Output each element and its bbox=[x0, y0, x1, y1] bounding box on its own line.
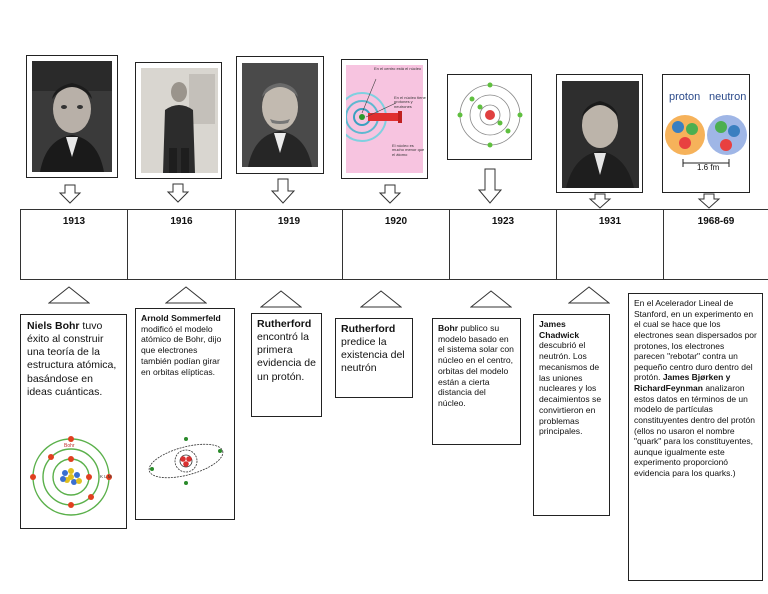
up-triangle-1920 bbox=[360, 290, 402, 308]
year-label: 1923 bbox=[491, 216, 515, 227]
bohr-solar-model-frame bbox=[447, 74, 532, 160]
proton-label: proton bbox=[669, 91, 701, 103]
quark-model-frame bbox=[662, 74, 750, 193]
down-arrow-1920 bbox=[378, 184, 402, 204]
chadwick-portrait bbox=[562, 81, 639, 188]
rutherford-model-frame bbox=[341, 59, 428, 179]
bohr-portrait bbox=[32, 61, 112, 172]
rutherford-model-label-top: En el centro está el núcleo bbox=[374, 66, 422, 71]
timeline-cell-1968 bbox=[663, 210, 768, 279]
up-triangle-1913 bbox=[48, 286, 90, 304]
card-1968 bbox=[628, 293, 763, 581]
bohr-solar-model-diagram bbox=[448, 75, 531, 159]
down-arrow-1913 bbox=[58, 184, 82, 204]
card-text: publico su modelo basado en el sistema solar con núcleo en el centro, orbitas del modelo están a cierta distancia del núcleo. bbox=[438, 323, 514, 409]
card-name: James Chadwick bbox=[539, 319, 580, 340]
card-text: encontró la primera evidencia de un protón. bbox=[257, 331, 316, 383]
down-arrow-1916 bbox=[166, 183, 190, 203]
bohr-atom-shells: K L M bbox=[100, 474, 112, 479]
year-label: 1916 bbox=[170, 216, 193, 227]
timeline-cell-1913 bbox=[20, 210, 127, 279]
up-triangle-1931 bbox=[568, 286, 610, 304]
year-label: 1913 bbox=[62, 216, 86, 227]
rutherford-portrait bbox=[242, 63, 318, 167]
rutherford-model-label-mid: En el núcleo tiene protones y neutrones bbox=[394, 95, 426, 109]
card-text: tuvo éxito al construir una teoría de la estructura atómica, basándose en ideas cuánticas. bbox=[27, 320, 117, 398]
card-text: modificó el modelo atómico de Bohr, dijo que electrones también podían girar en orbitas elípticas. bbox=[141, 323, 222, 377]
card-name: James Bjørken y RichardFeynman bbox=[634, 372, 731, 393]
year-label: 1919 bbox=[277, 216, 301, 227]
rutherford-model-label-bottom: El núcleo es mucho menor que el átomo bbox=[392, 143, 425, 157]
card-1931 bbox=[533, 314, 610, 516]
chadwick-photo-frame bbox=[556, 74, 643, 193]
card-1920 bbox=[335, 318, 413, 398]
sommerfeld-orbit-diagram bbox=[144, 435, 228, 491]
down-arrow-1968 bbox=[697, 193, 721, 209]
card-1913 bbox=[20, 314, 127, 529]
year-label: 1968-69 bbox=[697, 216, 735, 227]
down-arrow-1931 bbox=[588, 193, 612, 209]
card-1919 bbox=[251, 313, 322, 417]
up-triangle-1916 bbox=[165, 286, 207, 304]
timeline-cell-1923 bbox=[449, 210, 556, 279]
scale-label: 1.6 fm bbox=[697, 163, 720, 172]
down-arrow-1919 bbox=[270, 178, 296, 204]
card-text-2: analizaron estos datos en términos de un modelo de partículas constituyentes dentro del protón (ellos no usaron el nombre "quark" para los constituyentes, aunque igualmente este experimento proporcionó evidencia para los quarks.) bbox=[634, 383, 755, 478]
bohr-photo-frame bbox=[26, 55, 118, 178]
up-triangle-1923 bbox=[470, 290, 512, 308]
card-name: Rutherford bbox=[341, 323, 396, 335]
timeline-cell-1916 bbox=[127, 210, 235, 279]
card-text: predice la existencia del neutrón bbox=[341, 336, 405, 375]
neutron-label: neutron bbox=[709, 91, 747, 103]
card-text: descubrió el neutrón. Los mecanismos de las uniones nucleares y los decaimientos se convirtieron en problemas principales. bbox=[539, 340, 602, 437]
card-name: Rutherford bbox=[257, 318, 312, 330]
card-name: Niels Bohr bbox=[27, 320, 80, 332]
sommerfeld-photo-frame bbox=[135, 62, 222, 179]
card-name: Bohr bbox=[438, 323, 459, 333]
timeline-cell-1919 bbox=[235, 210, 342, 279]
timeline-bar bbox=[20, 209, 768, 280]
up-triangle-1919 bbox=[260, 290, 302, 308]
sommerfeld-portrait bbox=[141, 68, 218, 173]
card-name: Arnold Sommerfeld bbox=[141, 313, 221, 323]
card-text-1: En el Acelerador Lineal de Stanford, en un experimento en el cual se hace que los electrones sean dispersados por protones, los electrones parecen "rebotar" contra un pequeño centro duro dentro del protón. bbox=[634, 298, 757, 383]
year-label: 1931 bbox=[598, 216, 622, 227]
rutherford-photo-frame bbox=[236, 56, 324, 174]
card-1923 bbox=[432, 318, 521, 445]
year-label: 1920 bbox=[384, 216, 408, 227]
timeline-cell-1920 bbox=[342, 210, 449, 279]
bohr-atom-label: Bohr bbox=[64, 443, 75, 449]
timeline-cell-1931 bbox=[556, 210, 663, 279]
down-arrow-1923 bbox=[477, 168, 503, 204]
card-1916 bbox=[135, 308, 235, 520]
